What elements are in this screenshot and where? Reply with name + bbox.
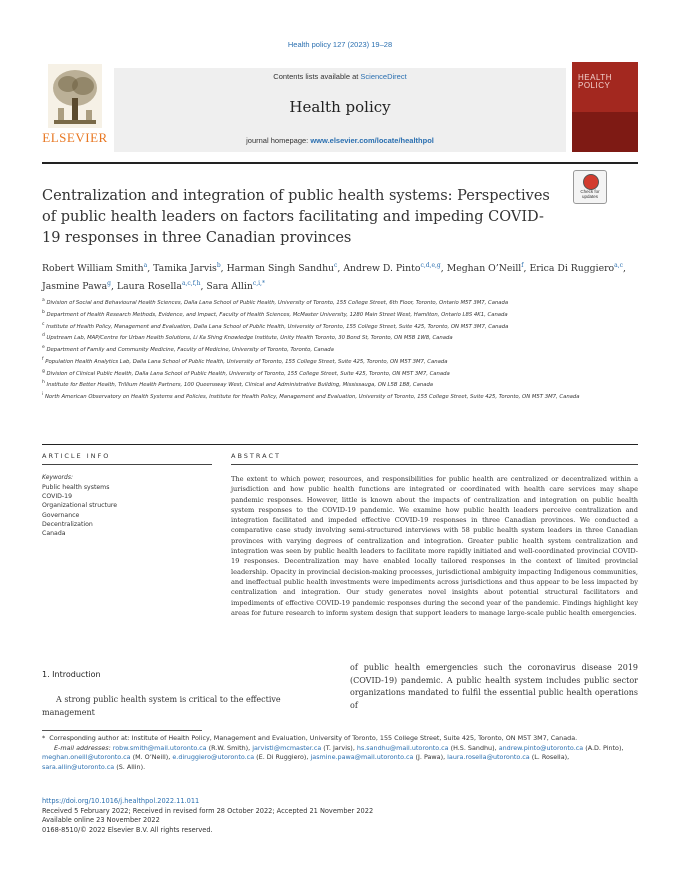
keyword[interactable]: Organizational structure [42, 502, 118, 510]
author-name[interactable]: Andrew D. Pinto [343, 263, 421, 275]
email-link[interactable]: andrew.pinto@utoronto.ca [498, 743, 584, 752]
homepage-line [114, 136, 566, 145]
author-affiliation-mark[interactable]: a [143, 262, 148, 269]
email-owner: (S. Allin). [116, 762, 146, 771]
author-name[interactable]: Tamika Jarvis [153, 263, 217, 275]
author[interactable] [153, 263, 221, 274]
crossmark-label [574, 189, 606, 199]
corresponding-author-note [42, 734, 638, 744]
author-affiliation-mark[interactable]: a,c,f,h [181, 280, 201, 288]
journal-reference[interactable]: Health policy 127 (2023) 19–28 [287, 40, 393, 49]
affiliation [42, 296, 638, 308]
cover-title-line1: HEALTH [578, 73, 612, 82]
abstract-rule [231, 464, 638, 465]
affiliation-mark: e [42, 345, 45, 351]
author[interactable] [42, 263, 147, 274]
abstract-heading: ABSTRACT [231, 452, 281, 460]
email-link[interactable]: e.diruggiero@utoronto.ca [172, 753, 255, 762]
affiliation [42, 331, 638, 343]
footnotes [42, 734, 638, 772]
author-affiliation-mark[interactable]: a,c [614, 262, 624, 269]
email-owner: (R.W. Smith) [208, 743, 249, 752]
affiliation-text: Population Health Analytics Lab, Dalla Lana School of Public Health, University of Toronto, 155 College Street, Suite 425, Toronto, ON M5T 3M7, Canada [45, 358, 448, 365]
publication-info [42, 797, 638, 835]
homepage-prefix: journal homepage: [246, 136, 311, 145]
author-name[interactable]: Jasmine Pawa [42, 281, 108, 293]
affiliation [42, 343, 638, 355]
keywords-label: Keywords: [42, 474, 73, 481]
keyword[interactable]: Public health systems [42, 484, 110, 491]
journal-title: Health policy [289, 98, 391, 116]
affiliation-text: Department of Health Research Methods, Evidence, and Impact, Faculty of Health Sciences, McMaster University, 1280 Main Street West, Hamilton, Ontario L8S 4K1, Canada [46, 311, 508, 318]
copyright: 0168-8510/© 2022 Elsevier B.V. All rights reserved. [42, 825, 213, 834]
cover-title [578, 74, 612, 90]
affiliation-text: Division of Social and Behavioural Health Sciences, Dalla Lana School of Public Health, University of Toronto, 155 College Street, 6th Floor, Toronto, Ontario M5T 3M7, Canada [46, 299, 509, 306]
article-info-panel [42, 452, 212, 538]
contents-prefix: Contents lists available at [273, 72, 361, 81]
affiliation-mark: b [42, 309, 45, 315]
affiliation-text: Division of Clinical Public Health, Dalla Lana School of Public Health, University of Toronto, 155 College Street, Suite 425, Toronto, ON M5T 3M7, Canada [46, 370, 450, 377]
doi-link[interactable]: https://doi.org/10.1016/j.healthpol.2022.11.011 [42, 797, 200, 805]
author[interactable] [447, 263, 524, 274]
email-link[interactable]: jasmine.pawa@mail.utoronto.ca [310, 753, 414, 762]
keywords-list [42, 483, 117, 538]
crossmark-label-line2: updates [581, 194, 598, 199]
email-owner: (T. Jarvis) [323, 743, 353, 752]
author-affiliation-mark[interactable]: c,d,e,g [420, 262, 441, 269]
section-divider [42, 444, 638, 445]
email-link[interactable]: robw.smith@mail.utoronto.ca [112, 743, 207, 752]
article-info-rule [42, 464, 212, 465]
author-name[interactable]: Laura Rosella [116, 281, 182, 293]
affiliation-mark: f [42, 356, 44, 362]
sciencedirect-link[interactable]: ScienceDirect [360, 72, 407, 81]
affiliation [42, 308, 638, 320]
author-name[interactable]: Erica Di Ruggiero [529, 263, 615, 275]
author-affiliation-mark[interactable]: g [107, 280, 111, 288]
email-owner: (L. Rosella) [531, 753, 568, 762]
journal-homepage-link[interactable]: www.elsevier.com/locate/healthpol [310, 136, 434, 145]
author[interactable] [343, 263, 440, 274]
author-affiliation-mark[interactable]: f [521, 262, 524, 269]
email-label: E-mail addresses: [54, 743, 111, 752]
elsevier-tree-icon [48, 64, 102, 128]
footnote-rule [42, 730, 202, 731]
header-divider [42, 162, 638, 164]
introduction-column-2: of public health emergencies such the coronavirus disease 2019 (COVID-19) pandemic. A public health system includes public sector organizations mandated to fulfil the essential public health operations of [350, 663, 638, 710]
cover-band [572, 112, 638, 152]
paper-title: Centralization and integration of public health systems: Perspectives of public health leaders on factors facilitating and impeding COVID-19 responses in three Canadian provinces [42, 188, 550, 246]
keyword[interactable]: Decentralization [42, 520, 93, 528]
affiliation-mark: a [42, 298, 45, 303]
journal-masthead [42, 62, 638, 154]
affiliation-mark: d [42, 333, 45, 339]
email-owner: (J. Pawa) [415, 753, 444, 762]
author-affiliation-mark[interactable]: b [216, 262, 221, 269]
affiliation [42, 355, 638, 367]
abstract-panel [231, 452, 638, 617]
author-name[interactable]: Meghan O’Neill [446, 263, 522, 275]
email-owner: (M. O’Neill) [132, 753, 169, 762]
check-for-updates-button[interactable] [573, 170, 607, 204]
contents-line [114, 72, 566, 81]
author-name[interactable]: Harman Singh Sandhu [226, 263, 335, 275]
email-link[interactable]: sara.allin@utoronto.ca [42, 762, 115, 771]
received-dates: Received 5 February 2022; Received in revised form 28 October 2022; Accepted 21 November 2022 [42, 806, 374, 815]
author-affiliation-mark[interactable]: c [334, 262, 338, 269]
affiliation-text: Department of Family and Community Medicine, Faculty of Medicine, University of Toronto, Toronto, Canada [46, 346, 334, 353]
online-date: Available online 23 November 2022 [42, 816, 160, 825]
email-owner: (A.D. Pinto) [585, 743, 622, 752]
keyword[interactable]: Governance [42, 511, 80, 519]
author[interactable] [227, 263, 338, 274]
author[interactable] [206, 281, 265, 292]
affiliation [42, 378, 638, 390]
keyword[interactable]: Canada [42, 530, 66, 538]
email-addresses: E-mail addresses: robw.smith@mail.utoronto.ca (R.W. Smith), jarvistl@mcmaster.ca (T. Jarvis), hs.sandhu@mail.utoronto.ca (H.S. Sandhu), andrew.pinto@utoronto.ca (A.D. Pinto), meghan.oneill@utoronto.ca (M. O’Neill), e.diruggiero@utoronto.ca (E. Di Ruggiero), jasmine.pawa@mail.utoronto.ca (J. Pawa), laura.rosella@utoronto.ca (L. Rosella), sara.allin@utoronto.ca (S. Allin). [42, 743, 624, 771]
affiliation-mark: h [42, 380, 45, 386]
email-link[interactable]: jarvistl@mcmaster.ca [252, 743, 322, 752]
affiliation [42, 390, 638, 402]
author[interactable] [117, 281, 201, 292]
email-owner: (H.S. Sandhu) [450, 743, 495, 752]
corresponding-author-text: Corresponding author at: Institute of Health Policy, Management and Evaluation, University of Toronto, 155 College Street, Suite 425, Toronto, ON M5T 3M7, Canada. [49, 734, 578, 742]
asterisk-mark: * [42, 734, 50, 742]
author-list: Robert William Smith$^a$, Tamika Jarvis$^b$, Harman Singh Sandhu$^c$, Andrew D. Pinto$^{c,d,e,g}$, Meghan O’Neill$^f$, Erica Di Ruggiero$^{a,c}$, Jasmine Pawa$^g$, Laura Rosella$^{a,c,f,h}$, Sara Allin$^{c,i,*}$ [42, 262, 626, 293]
crossmark-label-line1: Check for [580, 189, 600, 194]
email-link[interactable]: meghan.oneill@utoronto.ca [42, 753, 131, 762]
affiliation-mark: g [42, 368, 45, 374]
crossmark-icon [583, 174, 599, 190]
journal-cover-thumbnail[interactable] [572, 62, 638, 152]
affiliation-text: North American Observatory on Health Systems and Policies, Institute for Health Policy, Management and Evaluation, University of Toronto, 155 College Street, Suite 425, Toronto, ON M5T 3M7, Canada [44, 393, 580, 400]
affiliation-mark: c [42, 321, 45, 327]
abstract-text: The extent to which power, resources, and responsibilities for public health are centralized or decentralized within a jurisdiction and how public health functions are integrated or coordinated with health care services may shape pandemic responses. However, little is known about the impacts of centralization and integration on public health system responses to the COVID-19 pandemic. We examine how public health leaders perceive centralization and integration facilitated and impeded effective COVID-19 responses in three Canadian provinces. We conducted a comparative case study involving semi-structured interviews with 58 public health system leaders in three Canadian provinces with varying degrees of centralization and integration. Greater public health system centralization and integration was seen by public health leaders to facilitate more rapidly initiated and well-coordinated provincial COVID-19 responses. Decentralization may have enabled locally tailored responses in the context of limited provincial leadership. Opacity in provincial decision-making processes, jurisdictional ambiguity impacting Indigenous communities, and ineffectual public health investments were impediments across jurisdictions and thus appear to be less impacted by centralization and integration. Our study generates novel insights about potential structural facilitators and impediments of effective COVID-19 pandemic responses during the second year of the pandemic. Findings highlight key areas for future research to inform system design that support leaders to manage large-scale public health emergencies. [231, 475, 638, 617]
cover-title-line2: POLICY [578, 81, 611, 90]
introduction-heading: 1. Introduction [42, 670, 101, 679]
email-link[interactable]: hs.sandhu@mail.utoronto.ca [356, 743, 449, 752]
affiliation-mark: i [42, 392, 44, 398]
affiliation [42, 320, 638, 332]
affiliation-text: Institute of Health Policy, Management and Evaluation, Dalla Lana School of Public Health, University of Toronto, 155 College Street, Suite 425, Toronto, ON M5T 3M7, Canada [46, 323, 509, 330]
author-affiliation-mark[interactable]: c,i,* [252, 280, 265, 288]
publisher-name: ELSEVIER [42, 130, 108, 145]
author-name[interactable]: Robert William Smith [42, 263, 144, 275]
author[interactable] [42, 281, 111, 292]
masthead-center-panel [114, 68, 566, 152]
publisher-logo [42, 62, 108, 154]
keyword[interactable]: COVID-19 [42, 493, 73, 501]
affiliation-text: Institute for Better Health, Trillium Health Partners, 100 Queensway West, Clinical and Administrative Building, Mississauga, ON L5B 1B8, Canada [46, 382, 434, 389]
email-owner: (E. Di Ruggiero) [256, 753, 307, 762]
author-name[interactable]: Sara Allin [206, 281, 253, 293]
affiliation [42, 367, 638, 379]
affiliation-list [42, 296, 638, 402]
author[interactable] [529, 263, 623, 274]
article-info-heading: ARTICLE INFO [42, 452, 111, 460]
introduction-column-1: A strong public health system is critical to the effective management [42, 695, 281, 717]
affiliation-text: Upstream Lab, MAP/Centre for Urban Health Solutions, Li Ka Shing Knowledge Institute, Unity Health Toronto, 30 Bond St, Toronto, ON M5B 1W8, Canada [46, 335, 453, 342]
email-link[interactable]: laura.rosella@utoronto.ca [447, 753, 530, 762]
